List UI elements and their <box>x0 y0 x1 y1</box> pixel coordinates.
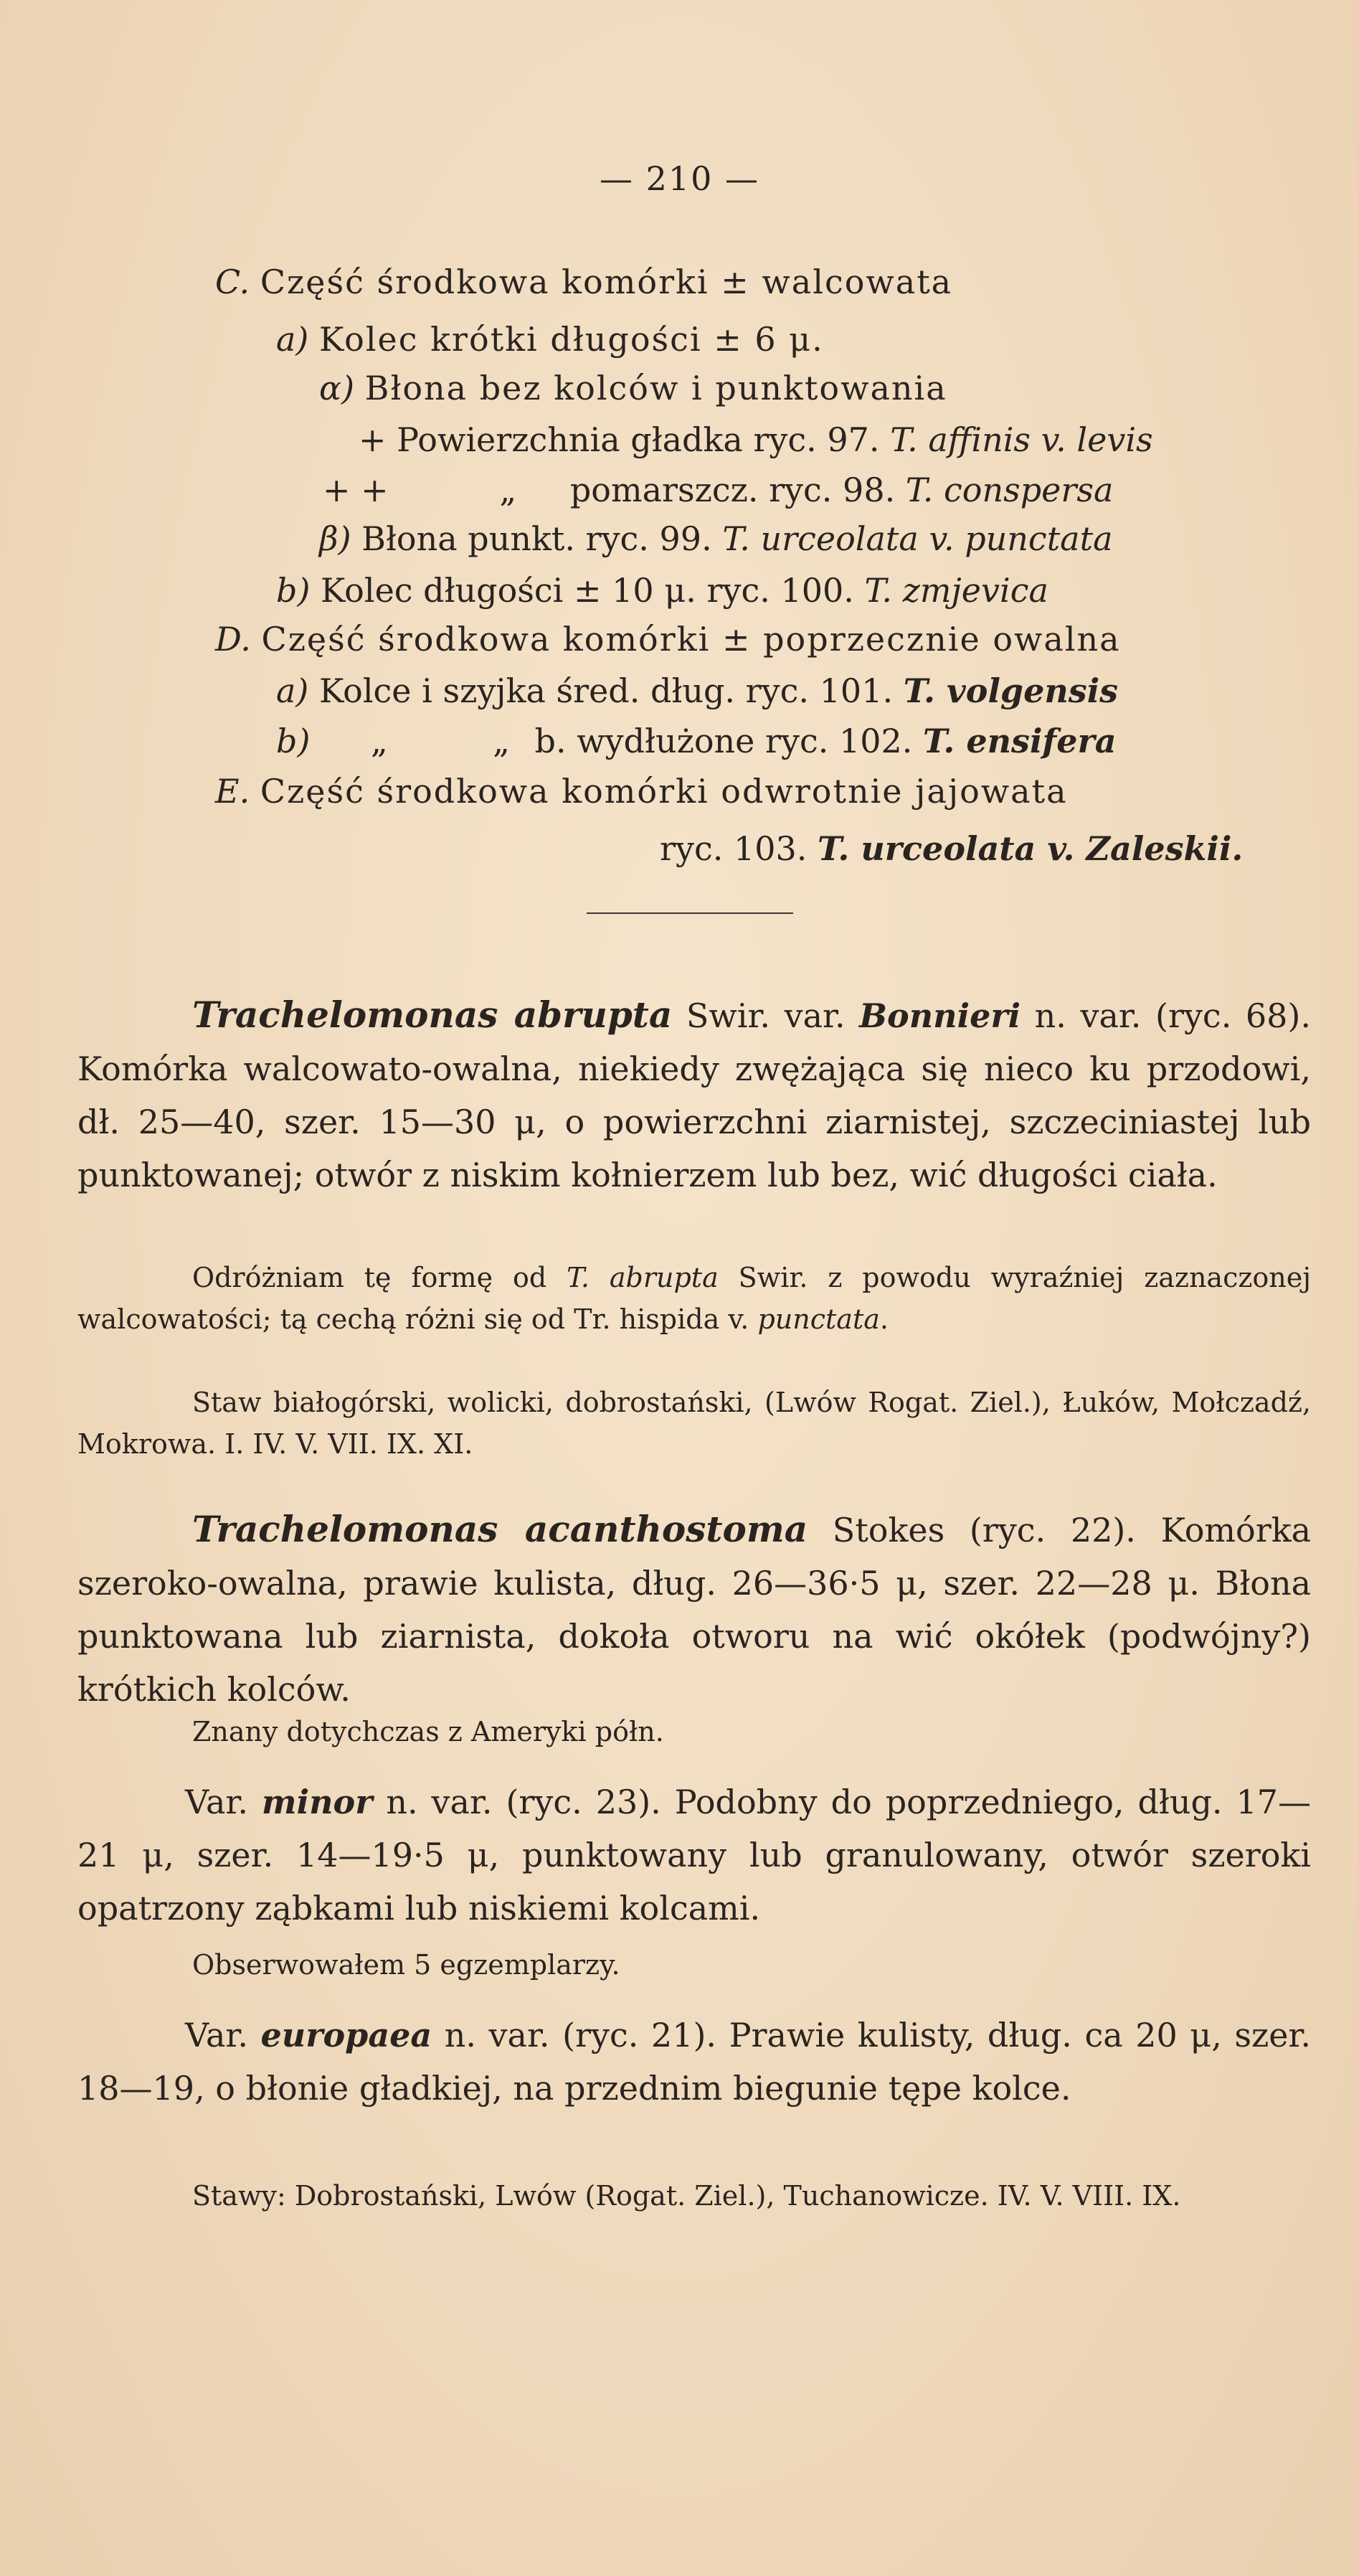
note <box>77 1711 1311 1752</box>
key-line <box>215 772 1068 811</box>
key-letter: D. <box>215 620 251 659</box>
key-text: ryc. 103. <box>660 829 808 868</box>
key-letter: a) <box>276 671 309 710</box>
key-text: Kolec długości ± 10 μ. ryc. 100. <box>321 571 854 610</box>
key-line <box>215 620 1121 659</box>
key-text: b. wydłużone ryc. 102. <box>534 722 913 760</box>
note-text: Znany dotychczas z Ameryki półn. <box>192 1716 664 1747</box>
var-label: Var. <box>185 2016 261 2054</box>
key-text: pomarszcz. ryc. 98. <box>569 471 896 509</box>
author-text: Swir. var. <box>672 996 860 1035</box>
locality-note <box>77 2175 1311 2217</box>
taxon-name: T. abrupta <box>567 1262 719 1293</box>
variety-description <box>77 1775 1311 1935</box>
taxon-name: T. conspersa <box>905 471 1114 509</box>
page-number: — 210 — <box>599 159 760 198</box>
key-letter: α) <box>319 369 355 407</box>
ditto-mark: „ <box>499 471 517 509</box>
species-description <box>77 1503 1311 1716</box>
taxon-name: punctata <box>757 1303 880 1335</box>
taxon-name: T. affinis v. levis <box>890 420 1153 459</box>
variety-name: europaea <box>260 2016 432 2054</box>
note-text: Odróżniam tę formę od <box>192 1262 567 1293</box>
key-text: Błona punkt. ryc. 99. <box>361 519 712 558</box>
note-text: . <box>879 1303 889 1335</box>
key-line <box>276 571 1048 610</box>
key-text: Błona bez kolców i punktowania <box>364 369 947 407</box>
key-text: Część środkowa komórki ± poprzecznie owalna <box>261 620 1121 659</box>
taxon-name: T. volgensis <box>903 671 1119 710</box>
key-letter: E. <box>215 772 250 811</box>
note-text: Swir. z powodu wyraźniej zaznaczonej walcowatości; tą cechą różni się od Tr. hispida v. <box>77 1262 1311 1335</box>
taxon-name: T. urceolata v. punctata <box>722 519 1113 558</box>
species-heading: Trachelomonas acanthostoma <box>192 1508 808 1550</box>
key-line <box>359 420 1153 459</box>
key-letter: β) <box>319 519 351 558</box>
description-text: n. var. (ryc. 23). Podobny do poprzedniego, dług. 17—21 μ, szer. 14—19·5 μ, punktowany lub granulowany, otwór szeroki opatrzony ząbkami lub niskiemi kolcami. <box>77 1783 1311 1928</box>
key-letter: C. <box>215 263 250 301</box>
variety-name: Bonnieri <box>859 996 1021 1035</box>
taxon-name: T. urceolata v. Zaleskii. <box>818 829 1244 868</box>
taxon-name: T. ensifera <box>923 722 1117 760</box>
key-line <box>276 722 1117 760</box>
key-line <box>660 829 1244 868</box>
key-line <box>276 671 1119 710</box>
description-text: n. var. (ryc. 21). Prawie kulisty, dług. ca 20 μ, szer. 18—19, o błonie gładkiej, na przednim biegunie tępe kolce. <box>77 2016 1311 2108</box>
description-text: n. var. (ryc. 68). Komórka walcowato-owalna, niekiedy zwężająca się nieco ku przodowi, dł. 25—40, szer. 15—30 μ, o powierzchni ziarnistej, szczeciniastej lub punktowanej; otwór z niskim kołnierzem lub bez, wić długości ciała. <box>77 996 1311 1194</box>
key-line <box>215 263 953 301</box>
note-text: Obserwowałem 5 egzemplarzy. <box>192 1949 620 1981</box>
locality-text: Stawy: Dobrostański, Lwów (Rogat. Ziel.), Tuchanowicze. IV. V. VIII. IX. <box>192 2180 1181 2212</box>
key-line <box>323 471 1114 509</box>
key-text: Część środkowa komórki ± walcowata <box>260 263 953 301</box>
key-line <box>319 369 947 407</box>
locality-note <box>77 1382 1311 1465</box>
key-text: Kolec krótki długości ± 6 μ. <box>319 320 824 359</box>
ditto-mark: „ „ <box>371 722 510 760</box>
taxon-name: T. zmjevica <box>864 571 1048 610</box>
key-mark: + + <box>323 471 389 509</box>
species-heading: Trachelomonas abrupta <box>192 994 673 1036</box>
note <box>77 1944 1311 1986</box>
var-label: Var. <box>185 1783 262 1821</box>
key-letter: a) <box>276 320 309 359</box>
note <box>77 1257 1311 1340</box>
key-text: Kolce i szyjka śred. dług. ryc. 101. <box>319 671 894 710</box>
description-text: Stokes (ryc. 22). Komórka szeroko-owalna, prawie kulista, dług. 26—36·5 μ, szer. 22—28 μ. Błona punktowana lub ziarnista, dokoła otworu na wić okółek (podwójny?) krótkich kolców. <box>77 1511 1311 1709</box>
section-divider <box>587 912 793 914</box>
key-mark: + <box>359 420 387 459</box>
key-letter: b) <box>276 571 311 610</box>
variety-name: minor <box>261 1783 373 1821</box>
locality-text: Staw białogórski, wolicki, dobrostański, (Lwów Rogat. Ziel.), Łuków, Mołczadź, Mokrowa. I. IV. V. VII. IX. XI. <box>77 1387 1311 1460</box>
species-description <box>77 989 1311 1202</box>
key-text: Część środkowa komórki odwrotnie jajowata <box>260 772 1068 811</box>
variety-description <box>77 2009 1311 2115</box>
key-text: Powierzchnia gładka ryc. 97. <box>397 420 880 459</box>
key-line <box>319 519 1113 558</box>
key-line <box>276 320 824 359</box>
key-letter: b) <box>276 722 311 760</box>
